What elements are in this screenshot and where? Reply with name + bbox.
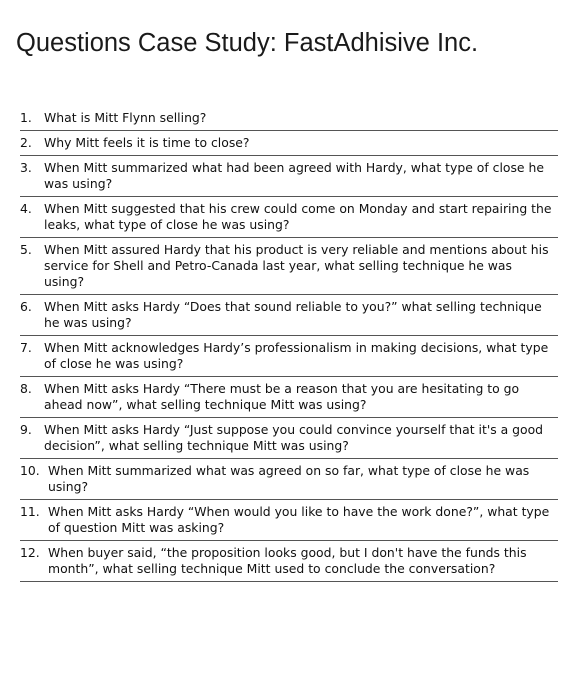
question-item-8 bbox=[20, 377, 558, 418]
question-number: 5. bbox=[20, 242, 32, 257]
question-text: When Mitt asks Hardy “There must be a reason that you are hesitating to go ahead now”, what selling technique Mitt was using? bbox=[44, 381, 520, 412]
question-list bbox=[20, 106, 558, 582]
page-title: Questions Case Study: FastAdhisive Inc. bbox=[16, 29, 479, 57]
question-item-12 bbox=[20, 541, 558, 582]
question-text: When Mitt suggested that his crew could come on Monday and start repairing the leaks, what type of close he was using? bbox=[44, 201, 552, 232]
question-number: 11. bbox=[20, 504, 40, 519]
question-text: When buyer said, “the proposition looks good, but I don't have the funds this month”, what selling technique Mitt used to conclude the conversation? bbox=[48, 545, 527, 576]
question-item-1 bbox=[20, 106, 558, 131]
question-item-11 bbox=[20, 500, 558, 541]
question-text: When Mitt assured Hardy that his product is very reliable and mentions about his service for Shell and Petro-Canada last year, what selling technique he was using? bbox=[44, 242, 549, 289]
question-number: 12. bbox=[20, 545, 40, 560]
question-text: When Mitt acknowledges Hardy’s professionalism in making decisions, what type of close he was using? bbox=[44, 340, 549, 371]
question-item-2 bbox=[20, 131, 558, 156]
question-text: What is Mitt Flynn selling? bbox=[44, 110, 207, 125]
question-item-5 bbox=[20, 238, 558, 295]
question-text: Why Mitt feels it is time to close? bbox=[44, 135, 250, 150]
question-item-4 bbox=[20, 197, 558, 238]
question-number: 9. bbox=[20, 422, 32, 437]
question-text: When Mitt asks Hardy “Does that sound reliable to you?” what selling technique he was using? bbox=[44, 299, 542, 330]
question-item-3 bbox=[20, 156, 558, 197]
question-number: 3. bbox=[20, 160, 32, 175]
question-item-7 bbox=[20, 336, 558, 377]
question-number: 2. bbox=[20, 135, 32, 150]
question-number: 4. bbox=[20, 201, 32, 216]
question-number: 10. bbox=[20, 463, 40, 478]
question-number: 6. bbox=[20, 299, 32, 314]
question-text: When Mitt summarized what had been agreed with Hardy, what type of close he was using? bbox=[44, 160, 544, 191]
question-text: When Mitt summarized what was agreed on so far, what type of close he was using? bbox=[48, 463, 530, 494]
question-item-9 bbox=[20, 418, 558, 459]
question-item-6 bbox=[20, 295, 558, 336]
question-number: 7. bbox=[20, 340, 32, 355]
question-text: When Mitt asks Hardy “When would you like to have the work done?”, what type of question Mitt was asking? bbox=[48, 504, 550, 535]
question-number: 8. bbox=[20, 381, 32, 396]
question-text: When Mitt asks Hardy “Just suppose you could convince yourself that it's a good decision”, what selling technique Mitt was using? bbox=[44, 422, 544, 453]
question-item-10 bbox=[20, 459, 558, 500]
question-number: 1. bbox=[20, 110, 32, 125]
